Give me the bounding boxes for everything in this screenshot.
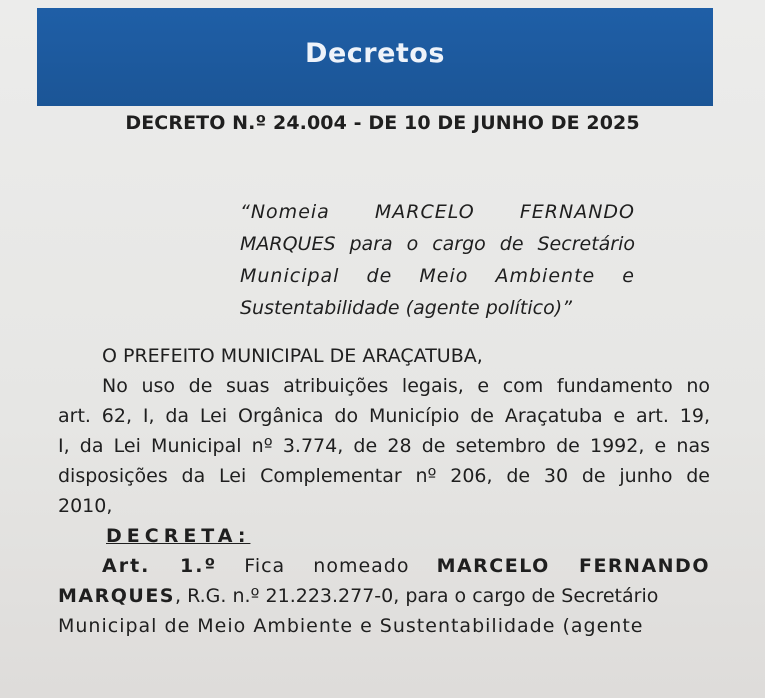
- decreta-label: DECRETA:: [106, 525, 251, 547]
- appointee-name: MARCELO FERNANDO: [436, 555, 710, 577]
- summary-line: “Nomeia MARCELO FERNANDO: [240, 201, 635, 223]
- header-banner: [37, 8, 713, 106]
- appointee-surname: MARQUES: [58, 585, 175, 607]
- decree-body: [58, 341, 710, 641]
- article-text: , R.G. n.º 21.223.277-0, para o cargo de Secretário: [175, 585, 659, 607]
- article-line: [58, 581, 710, 611]
- decree-number: DECRETO N.º 24.004 - DE 10 DE JUNHO DE 2025: [125, 112, 640, 134]
- consideration-line: disposições da Lei Complementar nº 206, de 30 de junho de: [58, 465, 710, 487]
- consideration-line: 2010,: [58, 495, 113, 517]
- article-line: Municipal de Meio Ambiente e Sustentabilidade (agente: [58, 615, 644, 637]
- article-line: [58, 551, 710, 581]
- consideration-line: No uso de suas atribuições legais, e com fundamento no: [102, 375, 710, 397]
- consideration-line: I, da Lei Municipal nº 3.774, de 28 de setembro de 1992, e nas: [58, 435, 710, 457]
- section-title: Decretos: [305, 37, 445, 69]
- summary-line: MARQUES para o cargo de Secretário: [240, 233, 635, 255]
- decree-summary: [240, 196, 635, 324]
- article-text: Fica nomeado: [244, 555, 410, 577]
- consideration-line: art. 62, I, da Lei Orgânica do Município de Araçatuba e art. 19,: [58, 405, 710, 427]
- preamble: O PREFEITO MUNICIPAL DE ARAÇATUBA,: [102, 345, 483, 367]
- summary-line: Municipal de Meio Ambiente e: [240, 265, 635, 287]
- article-label: Art. 1.º: [102, 555, 218, 577]
- decreta-heading: [58, 521, 710, 551]
- summary-line: Sustentabilidade (agente político)”: [240, 297, 572, 319]
